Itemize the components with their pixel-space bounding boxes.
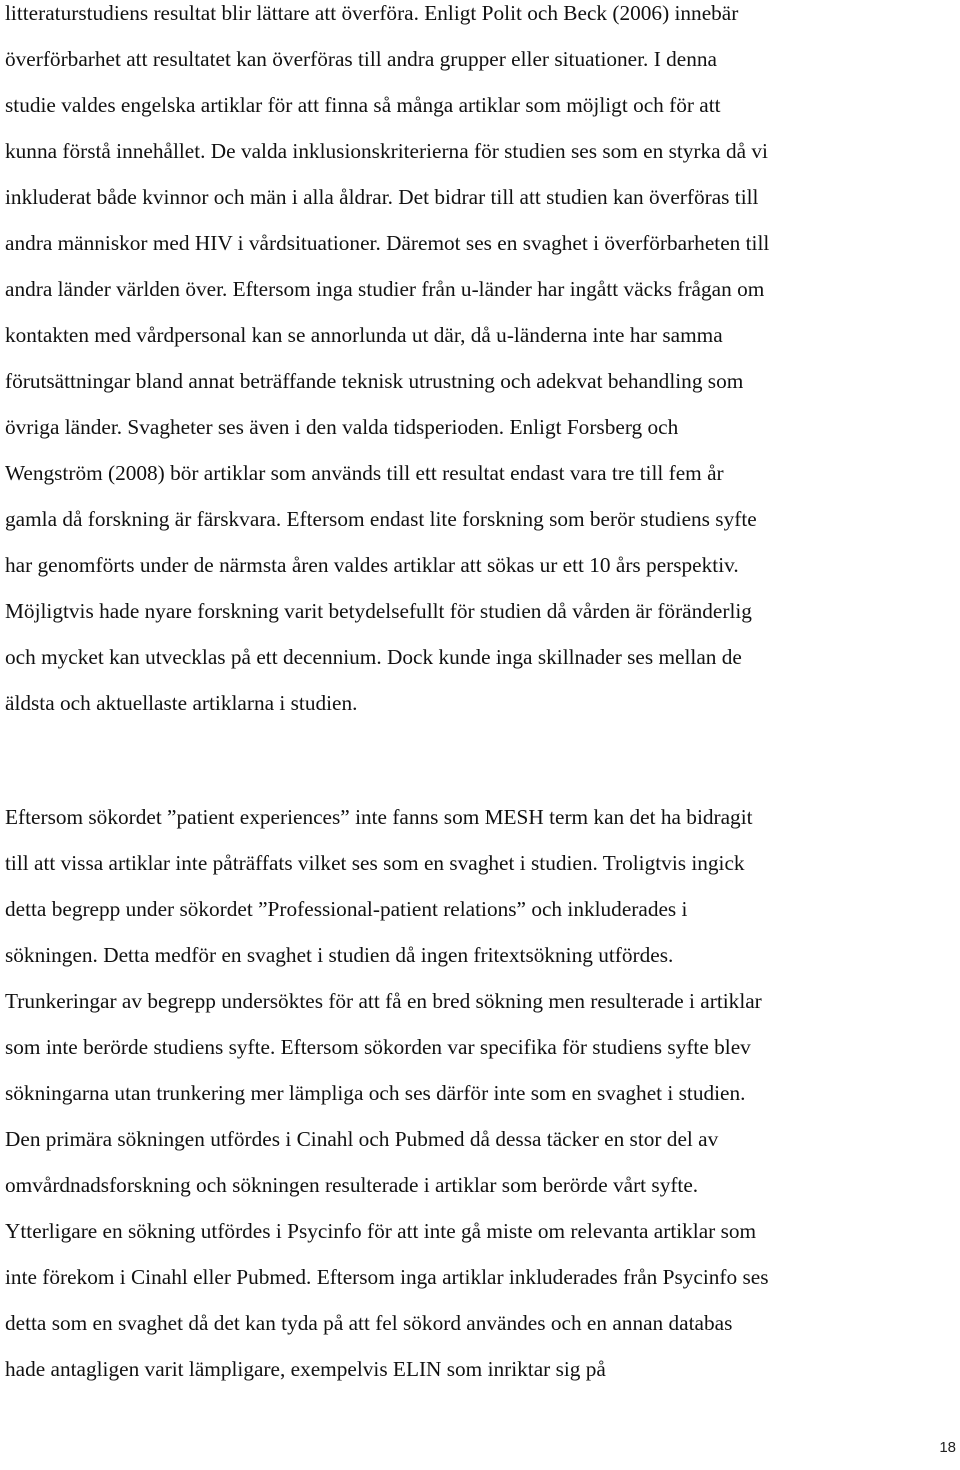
text-line: andra länder världen över. Eftersom inga studier från u-länder har ingått väcks frågan om	[5, 277, 765, 301]
text-line: överförbarhet att resultatet kan överföras till andra grupper eller situationer. I denna	[5, 47, 717, 71]
text-line: studie valdes engelska artiklar för att finna så många artiklar som möjligt och för att	[5, 93, 721, 117]
text-line: detta som en svaghet då det kan tyda på att fel sökord användes och en annan databas	[5, 1311, 733, 1335]
text-line: som inte berörde studiens syfte. Eftersom sökorden var specifika för studiens syfte blev	[5, 1035, 751, 1059]
text-line: kunna förstå innehållet. De valda inklusionskriterierna för studien ses som en styrka då vi	[5, 139, 768, 163]
text-line: Den primära sökningen utfördes i Cinahl och Pubmed då dessa täcker en stor del av	[5, 1127, 719, 1151]
text-line: och mycket kan utvecklas på ett decennium. Dock kunde inga skillnader ses mellan de	[5, 645, 742, 669]
text-line: Trunkeringar av begrepp undersöktes för att få en bred sökning men resulterade i artiklar	[5, 989, 762, 1013]
page-number: 18	[939, 1439, 956, 1456]
text-line: Wengström (2008) bör artiklar som används till ett resultat endast vara tre till fem år	[5, 461, 724, 485]
body-paragraph	[5, 0, 955, 726]
text-line: hade antagligen varit lämpligare, exempelvis ELIN som inriktar sig på	[5, 1357, 606, 1381]
text-line: gamla då forskning är färskvara. Eftersom endast lite forskning som berör studiens syfte	[5, 507, 757, 531]
text-line: till att vissa artiklar inte påträffats vilket ses som en svaghet i studien. Troligtvis ingick	[5, 851, 745, 875]
text-line: litteraturstudiens resultat blir lättare att överföra. Enligt Polit och Beck (2006) innebär	[5, 1, 739, 25]
text-line: inte förekom i Cinahl eller Pubmed. Eftersom inga artiklar inkluderades från Psycinfo ses	[5, 1265, 769, 1289]
text-line: detta begrepp under sökordet ”Professional-patient relations” och inkluderades i	[5, 897, 688, 921]
text-line: Eftersom sökordet ”patient experiences” inte fanns som MESH term kan det ha bidragit	[5, 805, 753, 829]
text-line: Ytterligare en sökning utfördes i Psycinfo för att inte gå miste om relevanta artiklar som	[5, 1219, 757, 1243]
text-line: har genomförts under de närmsta åren valdes artiklar att sökas ur ett 10 års perspektiv.	[5, 553, 739, 577]
text-line: äldsta och aktuellaste artiklarna i studien.	[5, 691, 358, 715]
body-paragraph	[5, 794, 955, 1392]
text-line: sökningarna utan trunkering mer lämpliga och ses därför inte som en svaghet i studien.	[5, 1081, 746, 1105]
text-line: kontakten med vårdpersonal kan se annorlunda ut där, då u-länderna inte har samma	[5, 323, 723, 347]
text-line: sökningen. Detta medför en svaghet i studien då ingen fritextsökning utfördes.	[5, 943, 674, 967]
text-line: Möjligtvis hade nyare forskning varit betydelsefullt för studien då vården är föränderlig	[5, 599, 752, 623]
text-line: inkluderat både kvinnor och män i alla åldrar. Det bidrar till att studien kan överföras till	[5, 185, 759, 209]
text-line: andra människor med HIV i vårdsituationer. Däremot ses en svaghet i överförbarheten till	[5, 231, 770, 255]
text-line: förutsättningar bland annat beträffande teknisk utrustning och adekvat behandling som	[5, 369, 744, 393]
text-line: övriga länder. Svagheter ses även i den valda tidsperioden. Enligt Forsberg och	[5, 415, 679, 439]
text-line: omvårdnadsforskning och sökningen resulterade i artiklar som berörde vårt syfte.	[5, 1173, 699, 1197]
